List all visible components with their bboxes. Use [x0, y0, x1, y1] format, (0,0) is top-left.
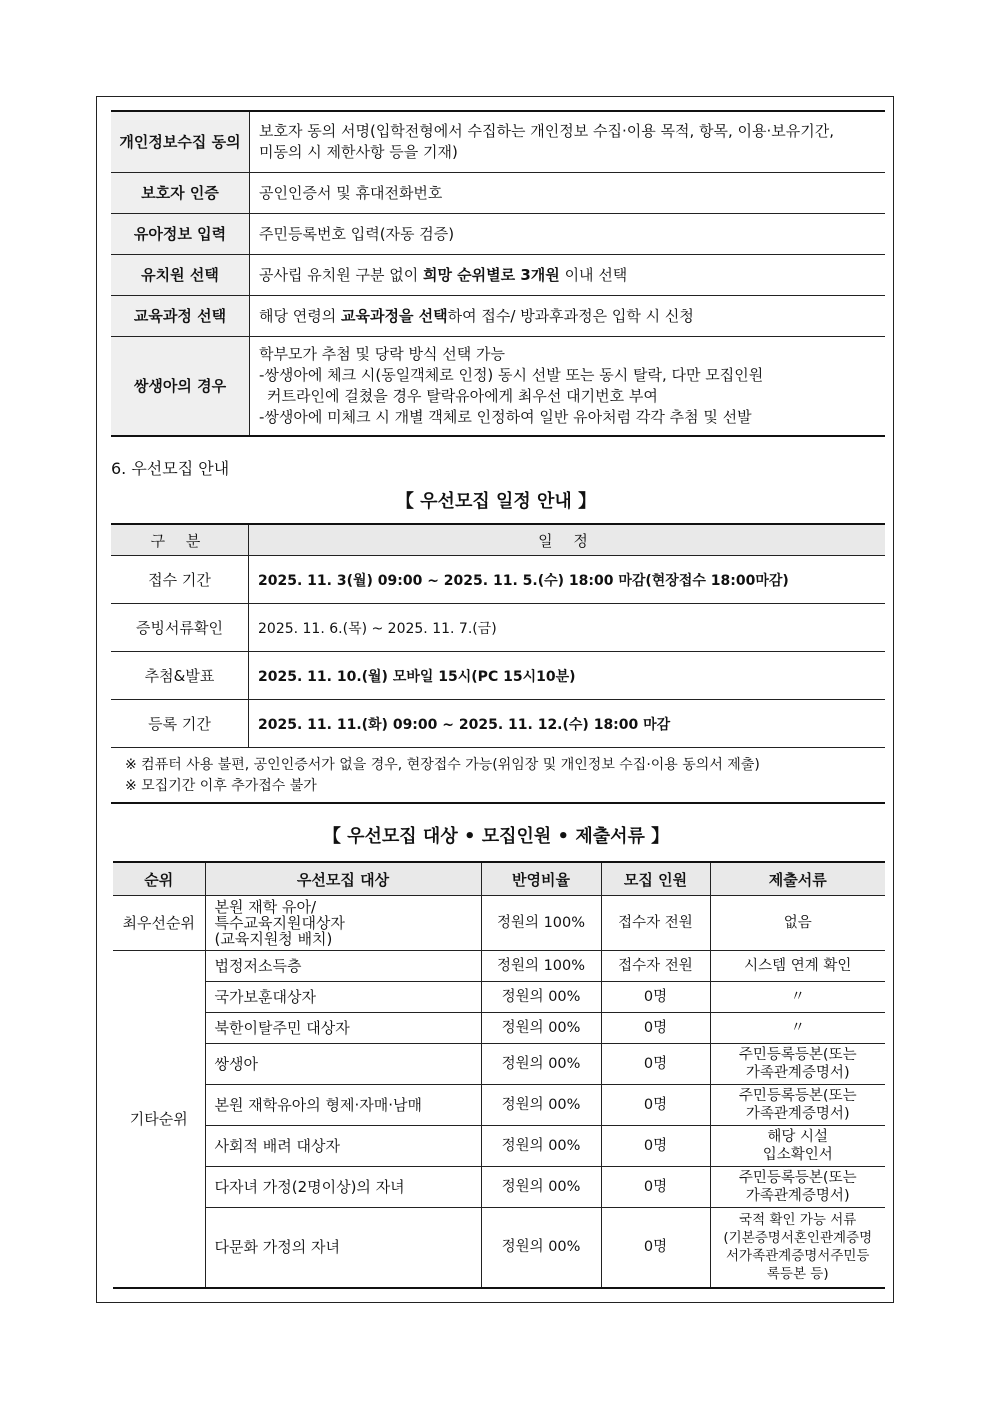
column-header: 제출서류 [710, 862, 885, 896]
schedule-value: 2025. 11. 3(월) 09:00 ~ 2025. 11. 5.(수) 18:00 마감(현장접수 18:00마감) [249, 556, 886, 604]
row-label: 유치원 선택 [111, 255, 250, 296]
docs-cell [710, 1085, 885, 1126]
table-row [111, 604, 885, 652]
text-line: 커트라인에 걸쳤을 경우 탈락유아에게 최우선 대기번호 부여 [267, 387, 658, 405]
text-line: -쌍생아에 체크 시(동일객체로 인정) 동시 선발 또는 동시 탈락, 다만 모집인원 [259, 366, 764, 384]
table-row [111, 173, 885, 214]
column-header: 일 정 [249, 524, 886, 556]
docs-cell: 〃 [710, 1013, 885, 1044]
text: 공사립 유치원 구분 없이 [259, 265, 423, 284]
section-title: 6. 우선모집 안내 [111, 459, 230, 478]
row-label: 쌍생아의 경우 [111, 337, 250, 437]
row-content: 공인인증서 및 휴대전화번호 [250, 173, 886, 214]
text-line: 미동의 시 제한사항 등을 기재) [259, 143, 458, 161]
priority-heading: 【 우선모집 대상 • 모집인원 • 제출서류 】 [322, 826, 670, 847]
row-content [250, 111, 886, 173]
schedule-label: 등록 기간 [111, 700, 249, 748]
count-cell: 0명 [601, 1085, 710, 1126]
count-cell: 0명 [601, 1167, 710, 1208]
text-line: 특수교육지원대상자 [214, 914, 345, 932]
schedule-value: 2025. 11. 11.(화) 09:00 ~ 2025. 11. 12.(수) 18:00 마감 [249, 700, 886, 748]
table-row [111, 652, 885, 700]
text-line: 보호자 동의 서명(입학전형에서 수집하는 개인정보 수집·이용 목적, 항목, 이용·보유기간, [259, 122, 834, 140]
text-line: 주민등록등본(또는 [738, 1047, 857, 1063]
row-content [250, 255, 886, 296]
count-cell: 접수자 전원 [601, 951, 710, 982]
text-line: (기본증명서혼인관계증명 [723, 1230, 873, 1247]
table-row [113, 1126, 885, 1167]
header-row [111, 524, 885, 556]
docs-cell: 없음 [710, 896, 885, 951]
docs-cell: 〃 [710, 982, 885, 1013]
text-line: -쌍생아에 미체크 시 개별 객체로 인정하여 일반 유아처럼 각각 추첨 및 선발 [259, 408, 752, 426]
table-row [111, 255, 885, 296]
schedule-table [111, 523, 885, 748]
count-cell: 0명 [601, 982, 710, 1013]
table-row [113, 951, 885, 982]
row-content: 주민등록번호 입력(자동 검증) [250, 214, 886, 255]
text-line: (교육지원청 배치) [214, 930, 333, 948]
target-cell: 북한이탈주민 대상자 [205, 1013, 481, 1044]
application-steps-table [111, 110, 885, 437]
docs-cell [710, 1126, 885, 1167]
docs-cell [710, 1208, 885, 1288]
table-row [113, 1013, 885, 1044]
ratio-cell: 정원의 100% [481, 951, 601, 982]
docs-cell: 시스템 연계 확인 [710, 951, 885, 982]
target-cell: 다자녀 가정(2명이상)의 자녀 [205, 1167, 481, 1208]
target-cell: 사회적 배려 대상자 [205, 1126, 481, 1167]
rank-cell: 최우선순위 [113, 896, 205, 951]
schedule-notes [111, 752, 885, 804]
ratio-cell: 정원의 00% [481, 1085, 601, 1126]
schedule-value: 2025. 11. 10.(월) 모바일 15시(PC 15시10분) [249, 652, 886, 700]
ratio-cell: 정원의 00% [481, 982, 601, 1013]
text-line: 학부모가 추첨 및 당락 방식 선택 가능 [259, 345, 505, 363]
text-line: 주민등록등본(또는 [738, 1170, 857, 1186]
count-cell: 0명 [601, 1208, 710, 1288]
row-label: 유아정보 입력 [111, 214, 250, 255]
table-row [113, 1167, 885, 1208]
schedule-heading: 【 우선모집 일정 안내 】 [395, 491, 597, 512]
docs-cell [710, 1044, 885, 1085]
table-row [111, 700, 885, 748]
text-line: 가족관계증명서) [745, 1106, 850, 1122]
table-row [111, 556, 885, 604]
priority-table [113, 861, 885, 1289]
table-row [113, 982, 885, 1013]
text-line: 주민등록등본(또는 [738, 1088, 857, 1104]
column-header: 반영비율 [481, 862, 601, 896]
ratio-cell: 정원의 00% [481, 1208, 601, 1288]
emphasis: 희망 순위별로 3개원 [422, 265, 560, 284]
emphasis: 교육과정을 선택 [341, 306, 448, 325]
text: 해당 연령의 [259, 306, 341, 325]
table-row [113, 1085, 885, 1126]
target-cell: 본원 재학유아의 형제·자매·남매 [205, 1085, 481, 1126]
ratio-cell: 정원의 00% [481, 1044, 601, 1085]
ratio-cell: 정원의 00% [481, 1167, 601, 1208]
target-cell: 다문화 가정의 자녀 [205, 1208, 481, 1288]
note: ※ 모집기간 이후 추가접수 불가 [125, 778, 317, 794]
ratio-cell: 정원의 100% [481, 896, 601, 951]
text-line: 가족관계증명서) [745, 1065, 850, 1081]
column-header: 우선모집 대상 [205, 862, 481, 896]
header-row [113, 862, 885, 896]
row-content [250, 296, 886, 337]
text-line: 록등본 등) [766, 1266, 829, 1283]
schedule-label: 접수 기간 [111, 556, 249, 604]
column-header: 모집 인원 [601, 862, 710, 896]
table-row [111, 214, 885, 255]
target-cell [205, 896, 481, 951]
target-cell: 법정저소득층 [205, 951, 481, 982]
text-line: 입소확인서 [762, 1147, 833, 1163]
row-label: 교육과정 선택 [111, 296, 250, 337]
row-content [250, 337, 886, 437]
column-header: 구 분 [111, 524, 249, 556]
text: 이내 선택 [559, 265, 628, 284]
column-header: 순위 [113, 862, 205, 896]
ratio-cell: 정원의 00% [481, 1126, 601, 1167]
docs-cell [710, 1167, 885, 1208]
schedule-label: 증빙서류확인 [111, 604, 249, 652]
count-cell: 0명 [601, 1126, 710, 1167]
schedule-value: 2025. 11. 6.(목) ~ 2025. 11. 7.(금) [249, 604, 886, 652]
table-row [113, 1044, 885, 1085]
row-label: 개인정보수집 동의 [111, 111, 250, 173]
schedule-label: 추첨&발표 [111, 652, 249, 700]
table-row [113, 1208, 885, 1288]
text-line: 서가족관계증명서주민등 [726, 1248, 870, 1265]
count-cell: 접수자 전원 [601, 896, 710, 951]
text-line: 국적 확인 가능 서류 [739, 1212, 857, 1229]
rank-cell: 기타순위 [113, 951, 205, 1288]
ratio-cell: 정원의 00% [481, 1013, 601, 1044]
table-row [113, 896, 885, 951]
row-label: 보호자 인증 [111, 173, 250, 214]
table-row [111, 337, 885, 437]
count-cell: 0명 [601, 1044, 710, 1085]
text-line: 가족관계증명서) [745, 1188, 850, 1204]
text: 하여 접수/ 방과후과정은 입학 시 신청 [447, 306, 694, 325]
target-cell: 쌍생아 [205, 1044, 481, 1085]
note: ※ 컴퓨터 사용 불편, 공인인증서가 없을 경우, 현장접수 가능(위임장 및 개인정보 수집·이용 동의서 제출) [125, 757, 760, 773]
text-line: 본원 재학 유아/ [214, 898, 317, 916]
target-cell: 국가보훈대상자 [205, 982, 481, 1013]
table-row [111, 296, 885, 337]
table-row [111, 111, 885, 173]
count-cell: 0명 [601, 1013, 710, 1044]
text-line: 해당 시설 [767, 1129, 829, 1145]
